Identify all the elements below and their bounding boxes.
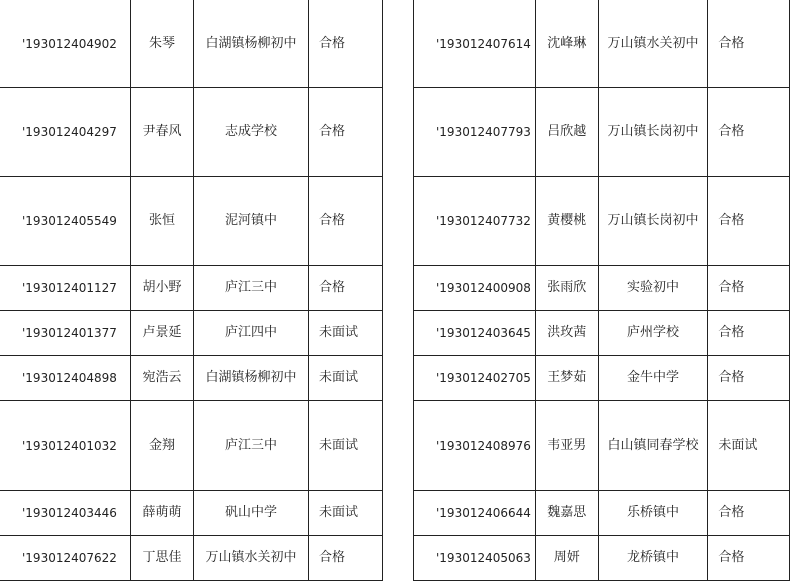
name-cell: 沈峰琳	[535, 0, 598, 88]
exam-id-cell: '193012403446	[0, 491, 131, 536]
table-row	[414, 311, 790, 356]
school-cell: 矾山中学	[194, 491, 309, 536]
exam-id-cell: '193012406644	[414, 491, 536, 536]
name-cell: 宛浩云	[131, 356, 194, 401]
name-cell: 卢景延	[131, 311, 194, 356]
school-cell: 龙桥镇中	[598, 536, 708, 581]
exam-id-cell: '193012407732	[414, 177, 536, 266]
name-cell: 金翔	[131, 401, 194, 491]
exam-id-cell: '193012405063	[414, 536, 536, 581]
result-cell: 合格	[708, 536, 790, 581]
school-cell: 白湖镇杨柳初中	[194, 0, 309, 88]
result-cell: 未面试	[708, 401, 790, 491]
name-cell: 张雨欣	[535, 266, 598, 311]
school-cell: 庐江三中	[194, 401, 309, 491]
result-cell: 合格	[708, 177, 790, 266]
name-cell: 洪玫茜	[535, 311, 598, 356]
school-cell: 金牛中学	[598, 356, 708, 401]
school-cell: 泥河镇中	[194, 177, 309, 266]
school-cell: 乐桥镇中	[598, 491, 708, 536]
result-cell: 合格	[708, 0, 790, 88]
school-cell: 万山镇水关初中	[194, 536, 309, 581]
school-cell: 庐州学校	[598, 311, 708, 356]
result-cell: 合格	[708, 88, 790, 177]
table-row	[0, 491, 383, 536]
table-row	[414, 266, 790, 311]
name-cell: 张恒	[131, 177, 194, 266]
school-cell: 志成学校	[194, 88, 309, 177]
exam-id-cell: '193012400908	[414, 266, 536, 311]
table-row	[0, 311, 383, 356]
result-cell: 合格	[708, 311, 790, 356]
table-row	[0, 401, 383, 491]
name-cell: 周妍	[535, 536, 598, 581]
result-cell: 合格	[708, 491, 790, 536]
exam-id-cell: '193012401377	[0, 311, 131, 356]
name-cell: 魏嘉思	[535, 491, 598, 536]
table-row	[414, 356, 790, 401]
left-results-table	[0, 0, 383, 581]
name-cell: 朱琴	[131, 0, 194, 88]
result-cell: 合格	[309, 177, 383, 266]
name-cell: 丁思佳	[131, 536, 194, 581]
table-row	[0, 266, 383, 311]
exam-id-cell: '193012407622	[0, 536, 131, 581]
school-cell: 实验初中	[598, 266, 708, 311]
result-cell: 合格	[708, 356, 790, 401]
table-row	[414, 491, 790, 536]
result-cell: 未面试	[309, 311, 383, 356]
school-cell: 庐江四中	[194, 311, 309, 356]
exam-id-cell: '193012407614	[414, 0, 536, 88]
table-row	[0, 88, 383, 177]
exam-id-cell: '193012407793	[414, 88, 536, 177]
exam-id-cell: '193012402705	[414, 356, 536, 401]
result-cell: 合格	[708, 266, 790, 311]
table-row	[0, 356, 383, 401]
school-cell: 白山镇同春学校	[598, 401, 708, 491]
exam-id-cell: '193012404297	[0, 88, 131, 177]
result-cell: 未面试	[309, 356, 383, 401]
table-row	[414, 536, 790, 581]
school-cell: 白湖镇杨柳初中	[194, 356, 309, 401]
school-cell: 万山镇长岗初中	[598, 88, 708, 177]
right-results-table	[413, 0, 790, 581]
school-cell: 万山镇水关初中	[598, 0, 708, 88]
table-row	[414, 0, 790, 88]
name-cell: 韦亚男	[535, 401, 598, 491]
exam-id-cell: '193012408976	[414, 401, 536, 491]
result-cell: 合格	[309, 0, 383, 88]
exam-id-cell: '193012405549	[0, 177, 131, 266]
table-row	[0, 177, 383, 266]
name-cell: 黄樱桃	[535, 177, 598, 266]
exam-id-cell: '193012403645	[414, 311, 536, 356]
result-cell: 未面试	[309, 401, 383, 491]
exam-id-cell: '193012404898	[0, 356, 131, 401]
exam-id-cell: '193012401032	[0, 401, 131, 491]
name-cell: 薛萌萌	[131, 491, 194, 536]
table-row	[414, 401, 790, 491]
result-cell: 合格	[309, 88, 383, 177]
exam-id-cell: '193012404902	[0, 0, 131, 88]
table-row	[0, 536, 383, 581]
table-row	[414, 88, 790, 177]
table-row	[0, 0, 383, 88]
school-cell: 庐江三中	[194, 266, 309, 311]
name-cell: 吕欣越	[535, 88, 598, 177]
name-cell: 王梦茹	[535, 356, 598, 401]
result-cell: 合格	[309, 536, 383, 581]
school-cell: 万山镇长岗初中	[598, 177, 708, 266]
exam-id-cell: '193012401127	[0, 266, 131, 311]
result-cell: 未面试	[309, 491, 383, 536]
name-cell: 尹春风	[131, 88, 194, 177]
name-cell: 胡小野	[131, 266, 194, 311]
result-cell: 合格	[309, 266, 383, 311]
table-row	[414, 177, 790, 266]
